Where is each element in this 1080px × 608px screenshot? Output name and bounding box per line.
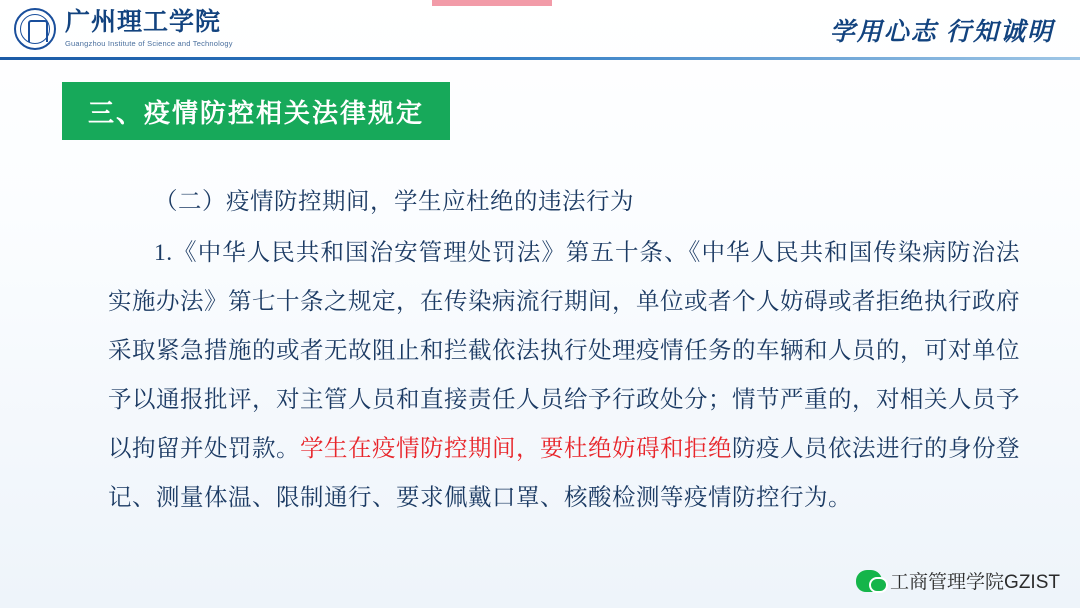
section-banner — [62, 82, 450, 140]
paragraph-lead-text: 1.《中华人民共和国治安管理处罚法》第五十条、《中华人民共和国传染病防治法实施办法》第七十条之规定，在传染病流行期间，单位或者个人妨碍或者拒绝执行政府采取紧急措施的或者无故阻止和拦截依法执行处理疫情任务的车辆和人员的，可对单位予以通报批评，对主管人员和直接责任人员给予行政处分；情节严重的，对相关人员予以拘留并处罚款。 — [108, 240, 1020, 462]
section-banner-title: 三、疫情防控相关法律规定 — [87, 98, 424, 128]
university-logo-text — [65, 10, 233, 47]
university-name-en: Guangzhou Institute of Science and Technology — [65, 38, 233, 48]
university-motto: 学用心志 行知诚明 — [829, 19, 1054, 46]
paragraph-highlight-text: 学生在疫情防控期间，要杜绝妨碍和拒绝 — [300, 436, 732, 462]
wechat-account-label: 工商管理学院GZIST — [890, 572, 1060, 593]
header-divider — [0, 57, 1080, 60]
slide-body — [108, 178, 1020, 525]
wechat-watermark — [856, 567, 1060, 594]
wechat-icon — [856, 570, 882, 592]
paragraph-tail-text: 防疫人员依法进行的身份登记、测量体温、限制通行、要求佩戴口罩、核酸检测等疫情防控行为。 — [108, 436, 1020, 511]
university-seal-icon — [14, 8, 56, 50]
university-logo — [14, 8, 233, 50]
university-name-cn: 广州理工学院 — [65, 9, 222, 37]
content-paragraph — [108, 229, 1020, 523]
slide-header — [0, 0, 1080, 58]
content-subtitle: （二）疫情防控期间，学生应杜绝的违法行为 — [154, 189, 634, 215]
